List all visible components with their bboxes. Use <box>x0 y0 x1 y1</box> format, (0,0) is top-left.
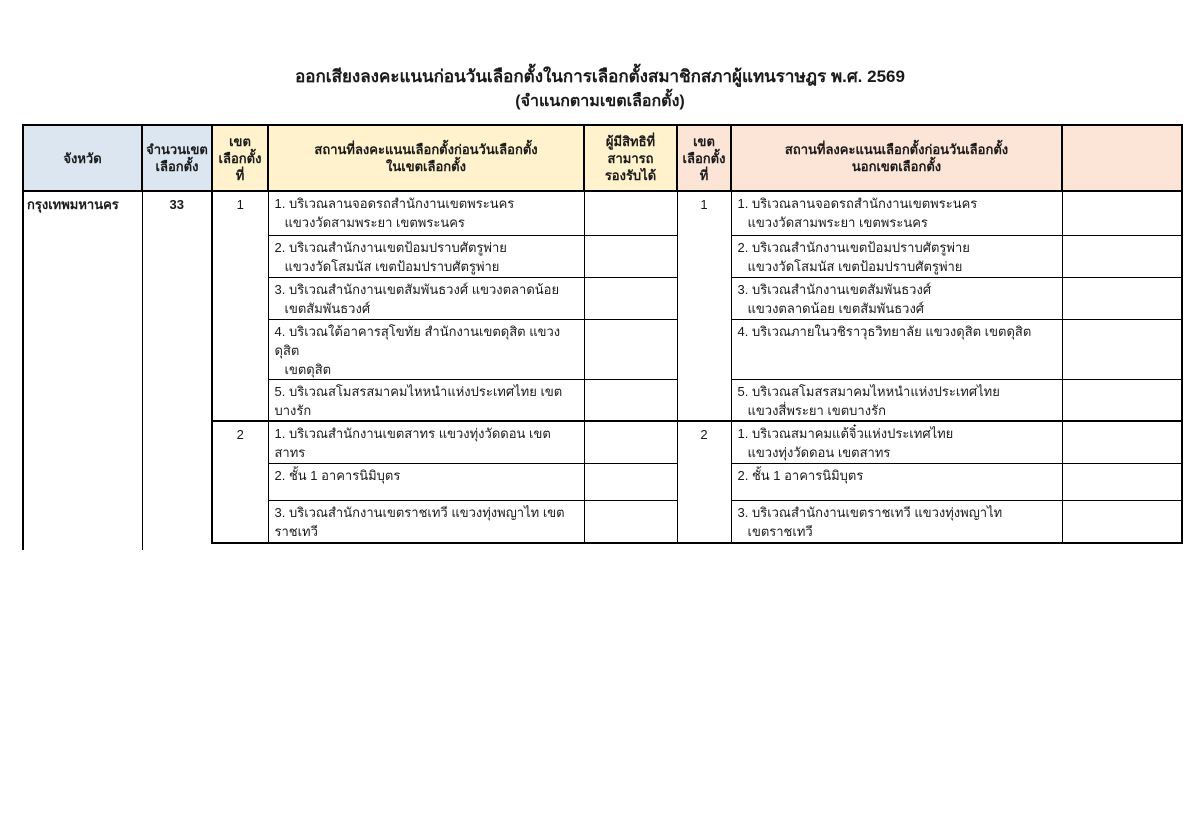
constituency-no-out-cell: 1 <box>677 191 731 421</box>
header-row <box>23 125 1182 191</box>
out-location-cell: 1. บริเวณลานจอดรถสำนักงานเขตพระนคร แขวงวัดสามพระยา เขตพระนคร <box>731 191 1062 235</box>
constituency-no-in-cell: 2 <box>212 421 268 543</box>
table-bottom-gap <box>212 543 1182 550</box>
page-title: ออกเสียงลงคะแนนก่อนวันเลือกตั้งในการเลือกตั้งสมาชิกสภาผู้แทนราษฎร พ.ศ. 2569 <box>295 67 905 86</box>
out-location-cell: 5. บริเวณสโมสรสมาคมไหหนำแห่งประเทศไทย แขวงสี่พระยา เขตบางรัก <box>731 379 1062 421</box>
capacity-cell <box>584 319 677 379</box>
header-province: จังหวัด <box>23 125 142 191</box>
polling-places-table <box>22 124 1183 550</box>
capacity-cell <box>584 500 677 543</box>
extra-cell <box>1062 277 1182 319</box>
header-extra <box>1062 125 1182 191</box>
in-location-cell: 2. ชั้น 1 อาคารนิมิบุตร <box>268 463 584 500</box>
in-location-cell: 4. บริเวณใต้อาคารสุโขทัย สำนักงานเขตดุสิต แขวงดุสิต เขตดุสิต <box>268 319 584 379</box>
truncated-continuation-row <box>23 543 1182 550</box>
header-constituency-count: จำนวนเขต เลือกตั้ง <box>142 125 212 191</box>
extra-cell <box>1062 191 1182 235</box>
extra-cell <box>1062 319 1182 379</box>
capacity-cell <box>584 191 677 235</box>
capacity-cell <box>584 379 677 421</box>
out-location-cell: 2. ชั้น 1 อาคารนิมิบุตร <box>731 463 1062 500</box>
out-location-cell: 1. บริเวณสมาคมแต้จิ๋วแห่งประเทศไทย แขวงทุ่งวัดดอน เขตสาทร <box>731 421 1062 463</box>
province-cell: กรุงเทพมหานคร <box>23 191 142 543</box>
header-constituency-no-out: เขต เลือกตั้ง ที่ <box>677 125 731 191</box>
header-in-area-title: สถานที่ลงคะแนนเลือกตั้งก่อนวันเลือกตั้ง ในเขตเลือกตั้ง <box>268 125 584 191</box>
extra-cell <box>1062 500 1182 543</box>
constituency-no-out-cell: 2 <box>677 421 731 543</box>
capacity-cell <box>584 277 677 319</box>
out-location-cell: 2. บริเวณสำนักงานเขตป้อมปราบศัตรูพ่าย แขวงวัดโสมนัส เขตป้อมปราบศัตรูพ่าย <box>731 235 1062 277</box>
in-location-cell: 1. บริเวณสำนักงานเขตสาทร แขวงทุ่งวัดดอน เขตสาทร <box>268 421 584 463</box>
extra-cell <box>1062 379 1182 421</box>
capacity-cell <box>584 463 677 500</box>
in-location-cell: 3. บริเวณสำนักงานเขตราชเทวี แขวงทุ่งพญาไท เขตราชเทวี <box>268 500 584 543</box>
extra-cell <box>1062 235 1182 277</box>
page-subtitle: (จำแนกตามเขตเลือกตั้ง) <box>515 93 685 110</box>
in-location-cell: 5. บริเวณสโมสรสมาคมไหหนำแห่งประเทศไทย เขตบางรัก <box>268 379 584 421</box>
header-capacity: ผู้มีสิทธิที่สามารถ รองรับได้ <box>584 125 677 191</box>
count-column-continuation <box>142 543 212 550</box>
in-location-cell: 3. บริเวณสำนักงานเขตสัมพันธวงศ์ แขวงตลาดน้อย เขตสัมพันธวงศ์ <box>268 277 584 319</box>
header-out-area-title: สถานที่ลงคะแนนเลือกตั้งก่อนวันเลือกตั้ง นอกเขตเลือกตั้ง <box>731 125 1062 191</box>
constituency-no-in-cell: 1 <box>212 191 268 421</box>
capacity-cell <box>584 421 677 463</box>
province-column-continuation <box>23 543 142 550</box>
out-location-cell: 4. บริเวณภายในวชิราวุธวิทยาลัย แขวงดุสิต เขตดุสิต <box>731 319 1062 379</box>
in-location-cell: 1. บริเวณลานจอดรถสำนักงานเขตพระนคร แขวงวัดสามพระยา เขตพระนคร <box>268 191 584 235</box>
out-location-cell: 3. บริเวณสำนักงานเขตราชเทวี แขวงทุ่งพญาไท เขตราชเทวี <box>731 500 1062 543</box>
table-row <box>23 191 1182 235</box>
in-location-cell: 2. บริเวณสำนักงานเขตป้อมปราบศัตรูพ่าย แขวงวัดโสมนัส เขตป้อมปราบศัตรูพ่าย <box>268 235 584 277</box>
extra-cell <box>1062 421 1182 463</box>
header-constituency-no-in: เขต เลือกตั้ง ที่ <box>212 125 268 191</box>
extra-cell <box>1062 463 1182 500</box>
capacity-cell <box>584 235 677 277</box>
out-location-cell: 3. บริเวณสำนักงานเขตสัมพันธวงศ์ แขวงตลาดน้อย เขตสัมพันธวงศ์ <box>731 277 1062 319</box>
constituency-count-cell: 33 <box>142 191 212 543</box>
